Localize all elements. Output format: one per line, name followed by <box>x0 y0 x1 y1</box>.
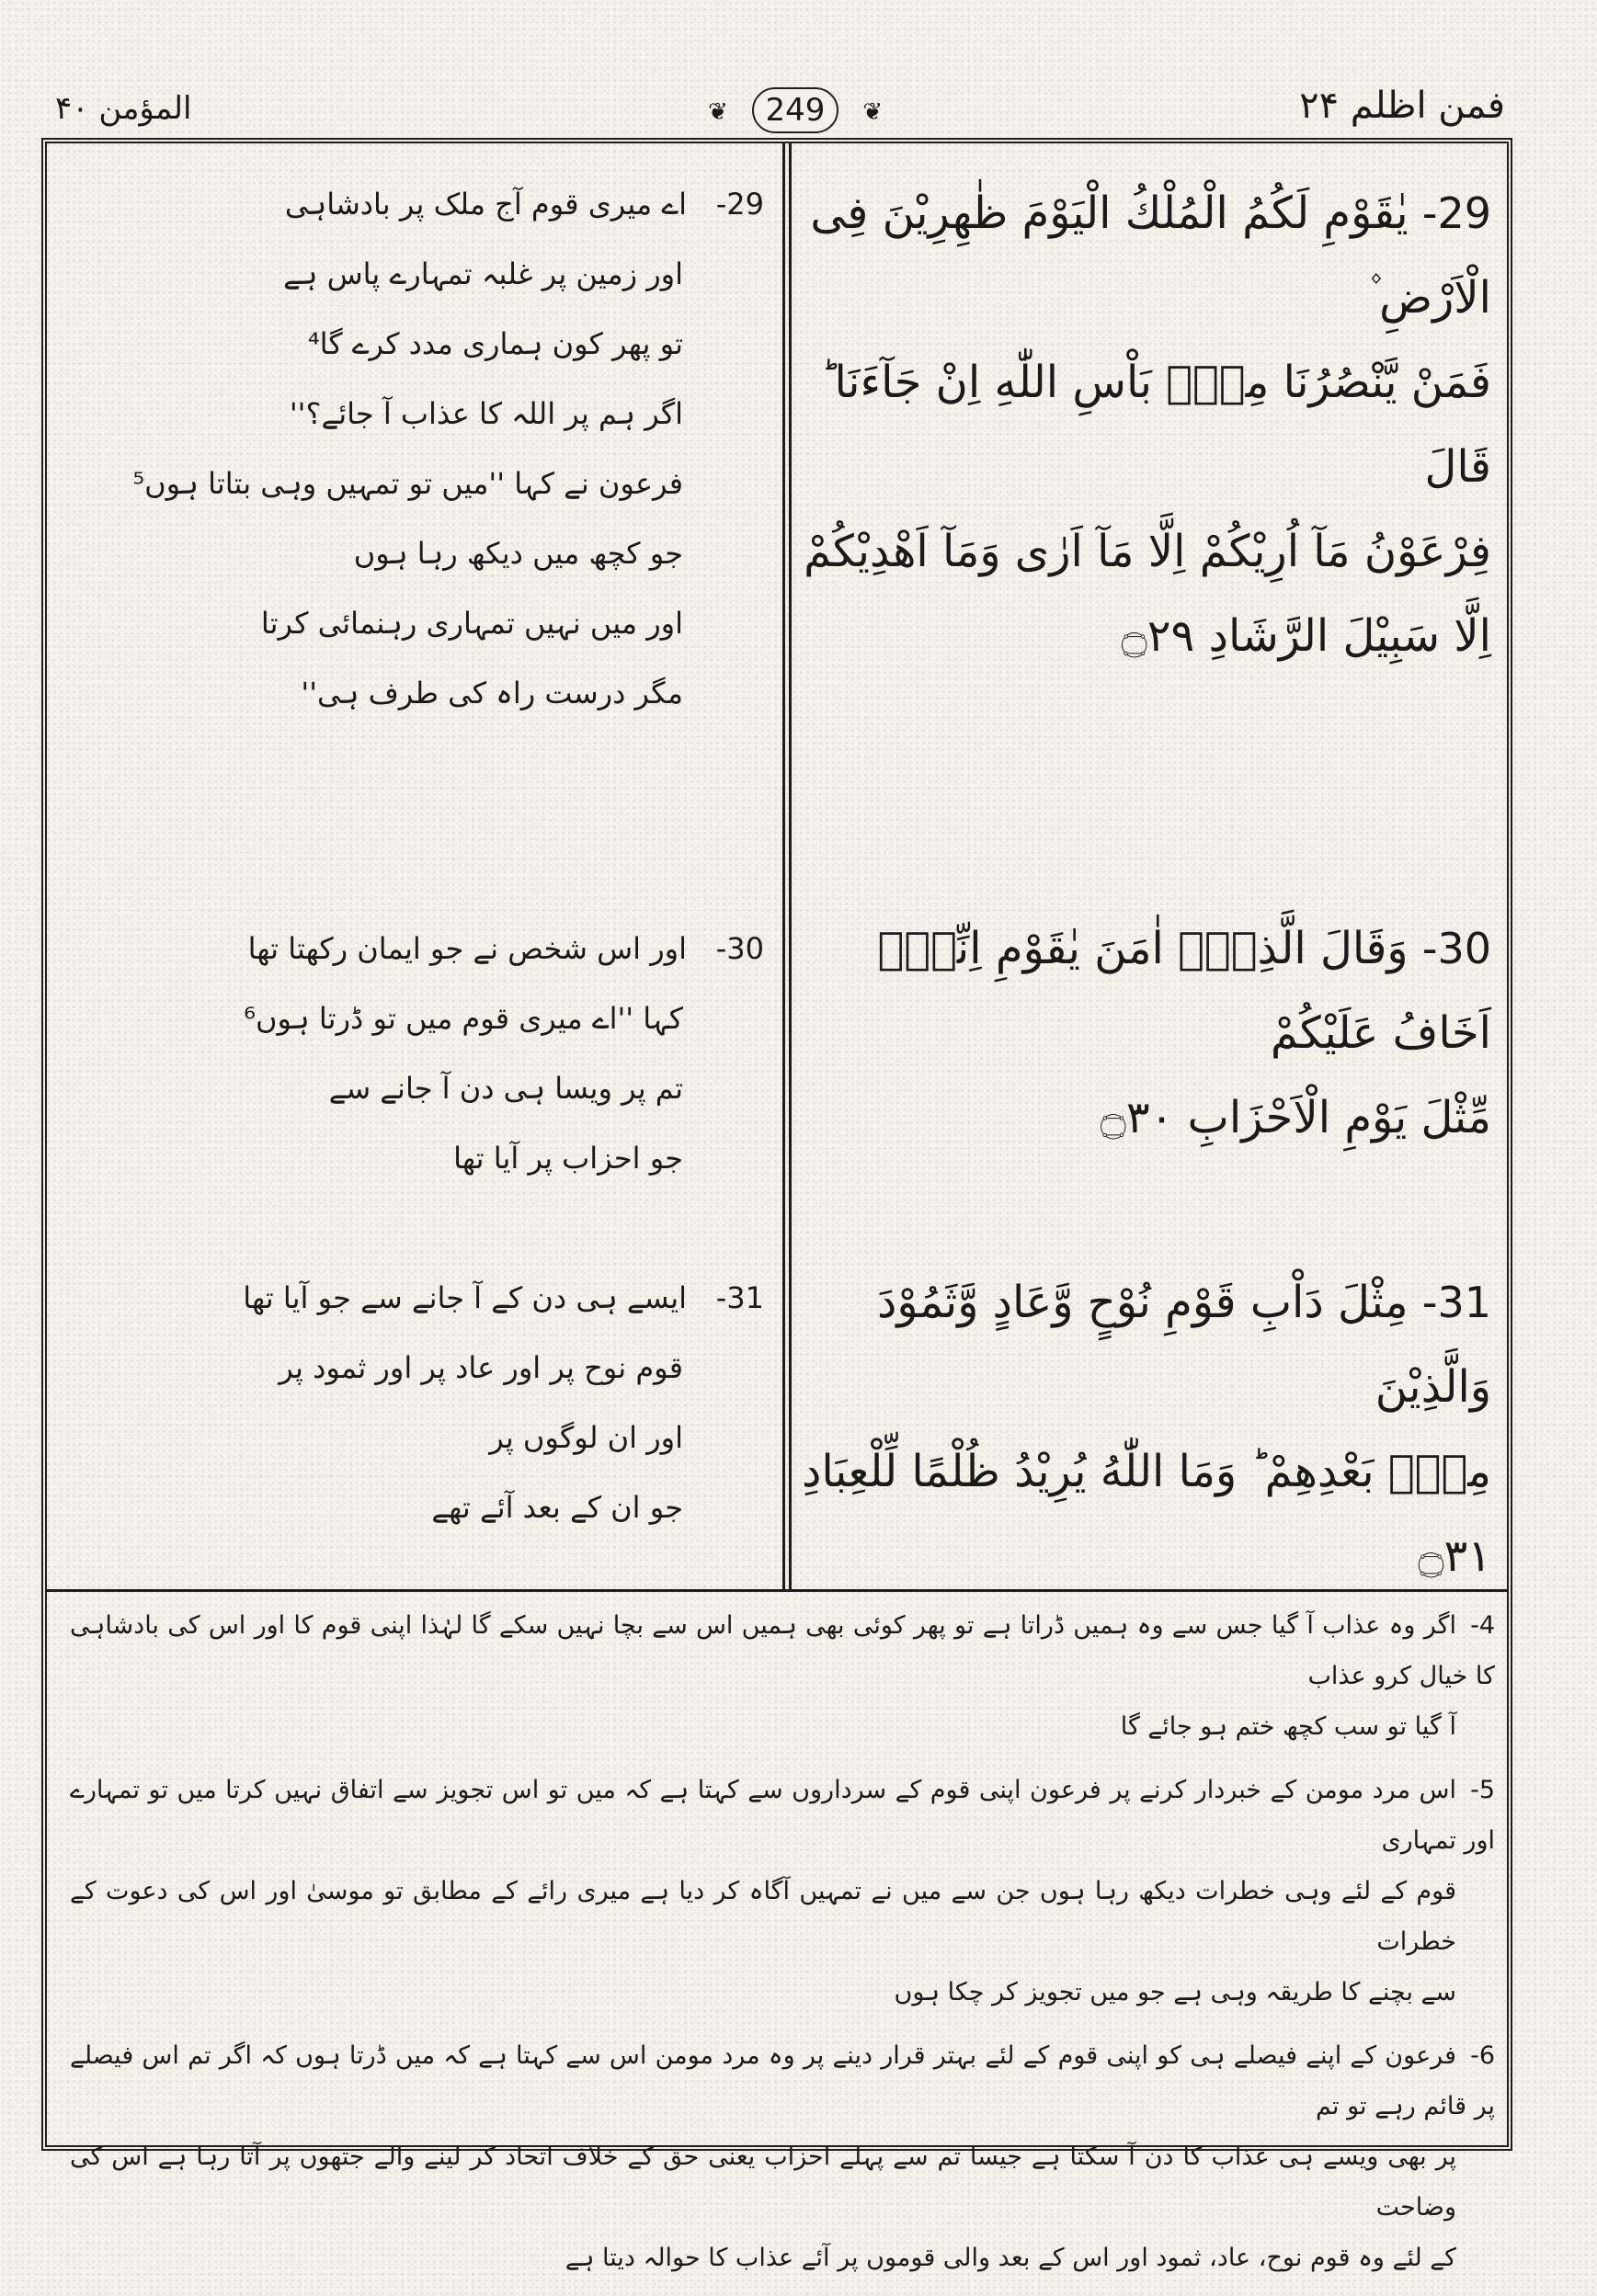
footnote-line: کے لئے وہ قوم نوح، عاد، ثمود اور اس کے بعد والی قوموں پر آئے عذاب کا حوالہ دیتا ہے <box>565 2244 1456 2272</box>
translation-30 <box>65 914 764 1193</box>
translation-line: اور اس شخص نے جو ایمان رکھتا تھا <box>247 931 687 966</box>
footnote-5 <box>70 1765 1495 2018</box>
ayah-29 <box>793 171 1491 678</box>
translation-line: تم پر ویسا ہی دن آ جانے سے <box>328 1071 683 1106</box>
footnote-number: 4- <box>1470 1611 1495 1640</box>
surah-name: المؤمن ۴۰ <box>55 90 192 127</box>
footnotes <box>70 1600 1495 2296</box>
ayah-number: 30- <box>1421 924 1491 973</box>
translation-line: اور میں نہیں تمہاری رہنمائی کرتا <box>260 606 683 641</box>
translation-line: اگر ہم پر اللہ کا عذاب آ جائے؟'' <box>289 396 683 431</box>
ayah-31 <box>793 1260 1491 1598</box>
ayah-number: 29- <box>1421 188 1491 238</box>
translation-line: جو احزاب پر آیا تھا <box>453 1141 683 1176</box>
ayah-line: مِنْۢ بَعْدِهِمْ ؕ وَمَا اللّٰهُ يُرِيْدُ ظُلْمًا لِّلْعِبَادِ ۝٣١ <box>801 1446 1491 1582</box>
translation-number: 30- <box>715 931 764 966</box>
footnote-line: آ گیا تو سب کچھ ختم ہو جائے گا <box>1120 1712 1456 1741</box>
translation-line: تو پھر کون ہماری مدد کرے گا⁴ <box>307 326 683 361</box>
translation-line: فرعون نے کہا ''میں تو تمہیں وہی بتاتا ہوں⁵ <box>132 466 683 501</box>
footnote-line: سے بچنے کا طریقہ وہی ہے جو میں تجویز کر چکا ہوں <box>894 1978 1456 2006</box>
page-number-ornament <box>708 87 883 135</box>
translation-number: 31- <box>715 1280 764 1315</box>
translation-line: جو کچھ میں دیکھ رہا ہوں <box>353 536 683 571</box>
ornament-right-icon: ❦ <box>862 98 883 126</box>
translation-line: مگر درست راہ کی طرف ہی'' <box>301 676 683 710</box>
ayah-line: وَقَالَ الَّذِىْۤ اٰمَنَ يٰقَوْمِ اِنِّىْۤ اَخَافُ عَلَيْكُمْ <box>877 923 1491 1059</box>
translation-line: کہا ''اے میری قوم میں تو ڈرتا ہوں⁶ <box>244 1001 683 1036</box>
translation-line: اور زمین پر غلبہ تمہارے پاس ہے <box>282 256 683 291</box>
translation-line: اے میری قوم آج ملک پر بادشاہی <box>284 187 687 222</box>
translation-number: 29- <box>715 187 764 222</box>
translation-line: اور ان لوگوں پر <box>489 1420 683 1455</box>
arabic-column <box>796 143 1504 1586</box>
translation-line: ایسے ہی دن کے آ جانے سے جو آیا تھا <box>243 1280 687 1315</box>
ayah-number: 31- <box>1421 1278 1491 1327</box>
footnote-number: 6- <box>1470 2041 1495 2070</box>
ayah-30 <box>793 906 1491 1160</box>
ayah-line: مِّثْلَ يَوْمِ الْاَحْزَابِ ۝٣٠ <box>1100 1092 1491 1143</box>
translation-29 <box>65 169 764 728</box>
ayah-line: اِلَّا سَبِيْلَ الرَّشَادِ ۝٢٩ <box>1121 610 1491 662</box>
translation-line: قوم نوح پر اور عاد پر اور ثمود پر <box>279 1350 683 1385</box>
ayah-line: فِرْعَوْنُ مَآ اُرِيْكُمْ اِلَّا مَآ اَرٰى وَمَآ اَهْدِيْكُمْ <box>804 526 1491 577</box>
footnote-line: پر بھی ویسے ہی عذاب کا دن آ سکتا ہے جیسا تم سے پہلے احزاب یعنی حق کے خلاف اتحاد کر لینے والے جتھوں پر آتا رہا ہے اس کی وضاحت <box>70 2143 1456 2222</box>
translation-31 <box>65 1263 764 1542</box>
page-number: 249 <box>752 87 838 133</box>
footnote-line: قوم کے لئے وہی خطرات دیکھ رہا ہوں جن سے میں نے تمہیں آگاہ کر دیا ہے میری رائے کے مطابق تو موسیٰ اور اس کی دعوت کے خطرات <box>70 1877 1456 1956</box>
footnote-4 <box>70 1600 1495 1752</box>
translation-column <box>56 143 773 1586</box>
ayah-line: فَمَنْ يَّنْصُرُنَا مِنْۢ بَاْسِ اللّٰهِ اِنْ جَآءَنَا ؕ قَالَ <box>820 357 1491 493</box>
para-name: فمن اظلم ۲۴ <box>1299 85 1505 127</box>
page-header <box>0 0 1597 138</box>
ornament-left-icon: ❦ <box>708 98 728 126</box>
translation-line: جو ان کے بعد آئے تھے <box>431 1490 683 1525</box>
footnote-line: اس مرد مومن کے خبردار کرنے پر فرعون اپنی قوم کے سرداروں سے کہتا ہے کہ میں تو اس تجویز سے اتفاق نہیں کرتا میں تو تمہارے اور تمہاری <box>70 1776 1495 1855</box>
page-frame <box>41 138 1512 2272</box>
footnote-number: 5- <box>1470 1776 1495 1804</box>
ayah-line: يٰقَوْمِ لَكُمُ الْمُلْكُ الْيَوْمَ ظٰهِرِيْنَ فِى الْاَرْضِ ۫ <box>810 188 1491 324</box>
ayah-line: مِثْلَ دَاْبِ قَوْمِ نُوْحٍ وَّعَادٍ وَّثَمُوْدَ وَالَّذِيْنَ <box>876 1277 1491 1413</box>
footnote-line: فرعون کے اپنے فیصلے ہی کو اپنی قوم کے لئے بہتر قرار دینے پر وہ مرد مومن اس سے کہتا ہے کہ میں ڈرتا ہوں کہ اگر تم اس فیصلے پر قائم رہے تو تم <box>70 2041 1495 2120</box>
footnote-line: اگر وہ عذاب آ گیا جس سے وہ ہمیں ڈراتا ہے تو پھر کوئی بھی ہمیں اس سے بچا نہیں سکے گا لہٰذا اپنی قوم کا اور اس کی بادشاہی کا خیال کرو عذاب <box>70 1611 1495 1690</box>
footnote-6 <box>70 2030 1495 2283</box>
column-divider <box>782 143 792 1589</box>
